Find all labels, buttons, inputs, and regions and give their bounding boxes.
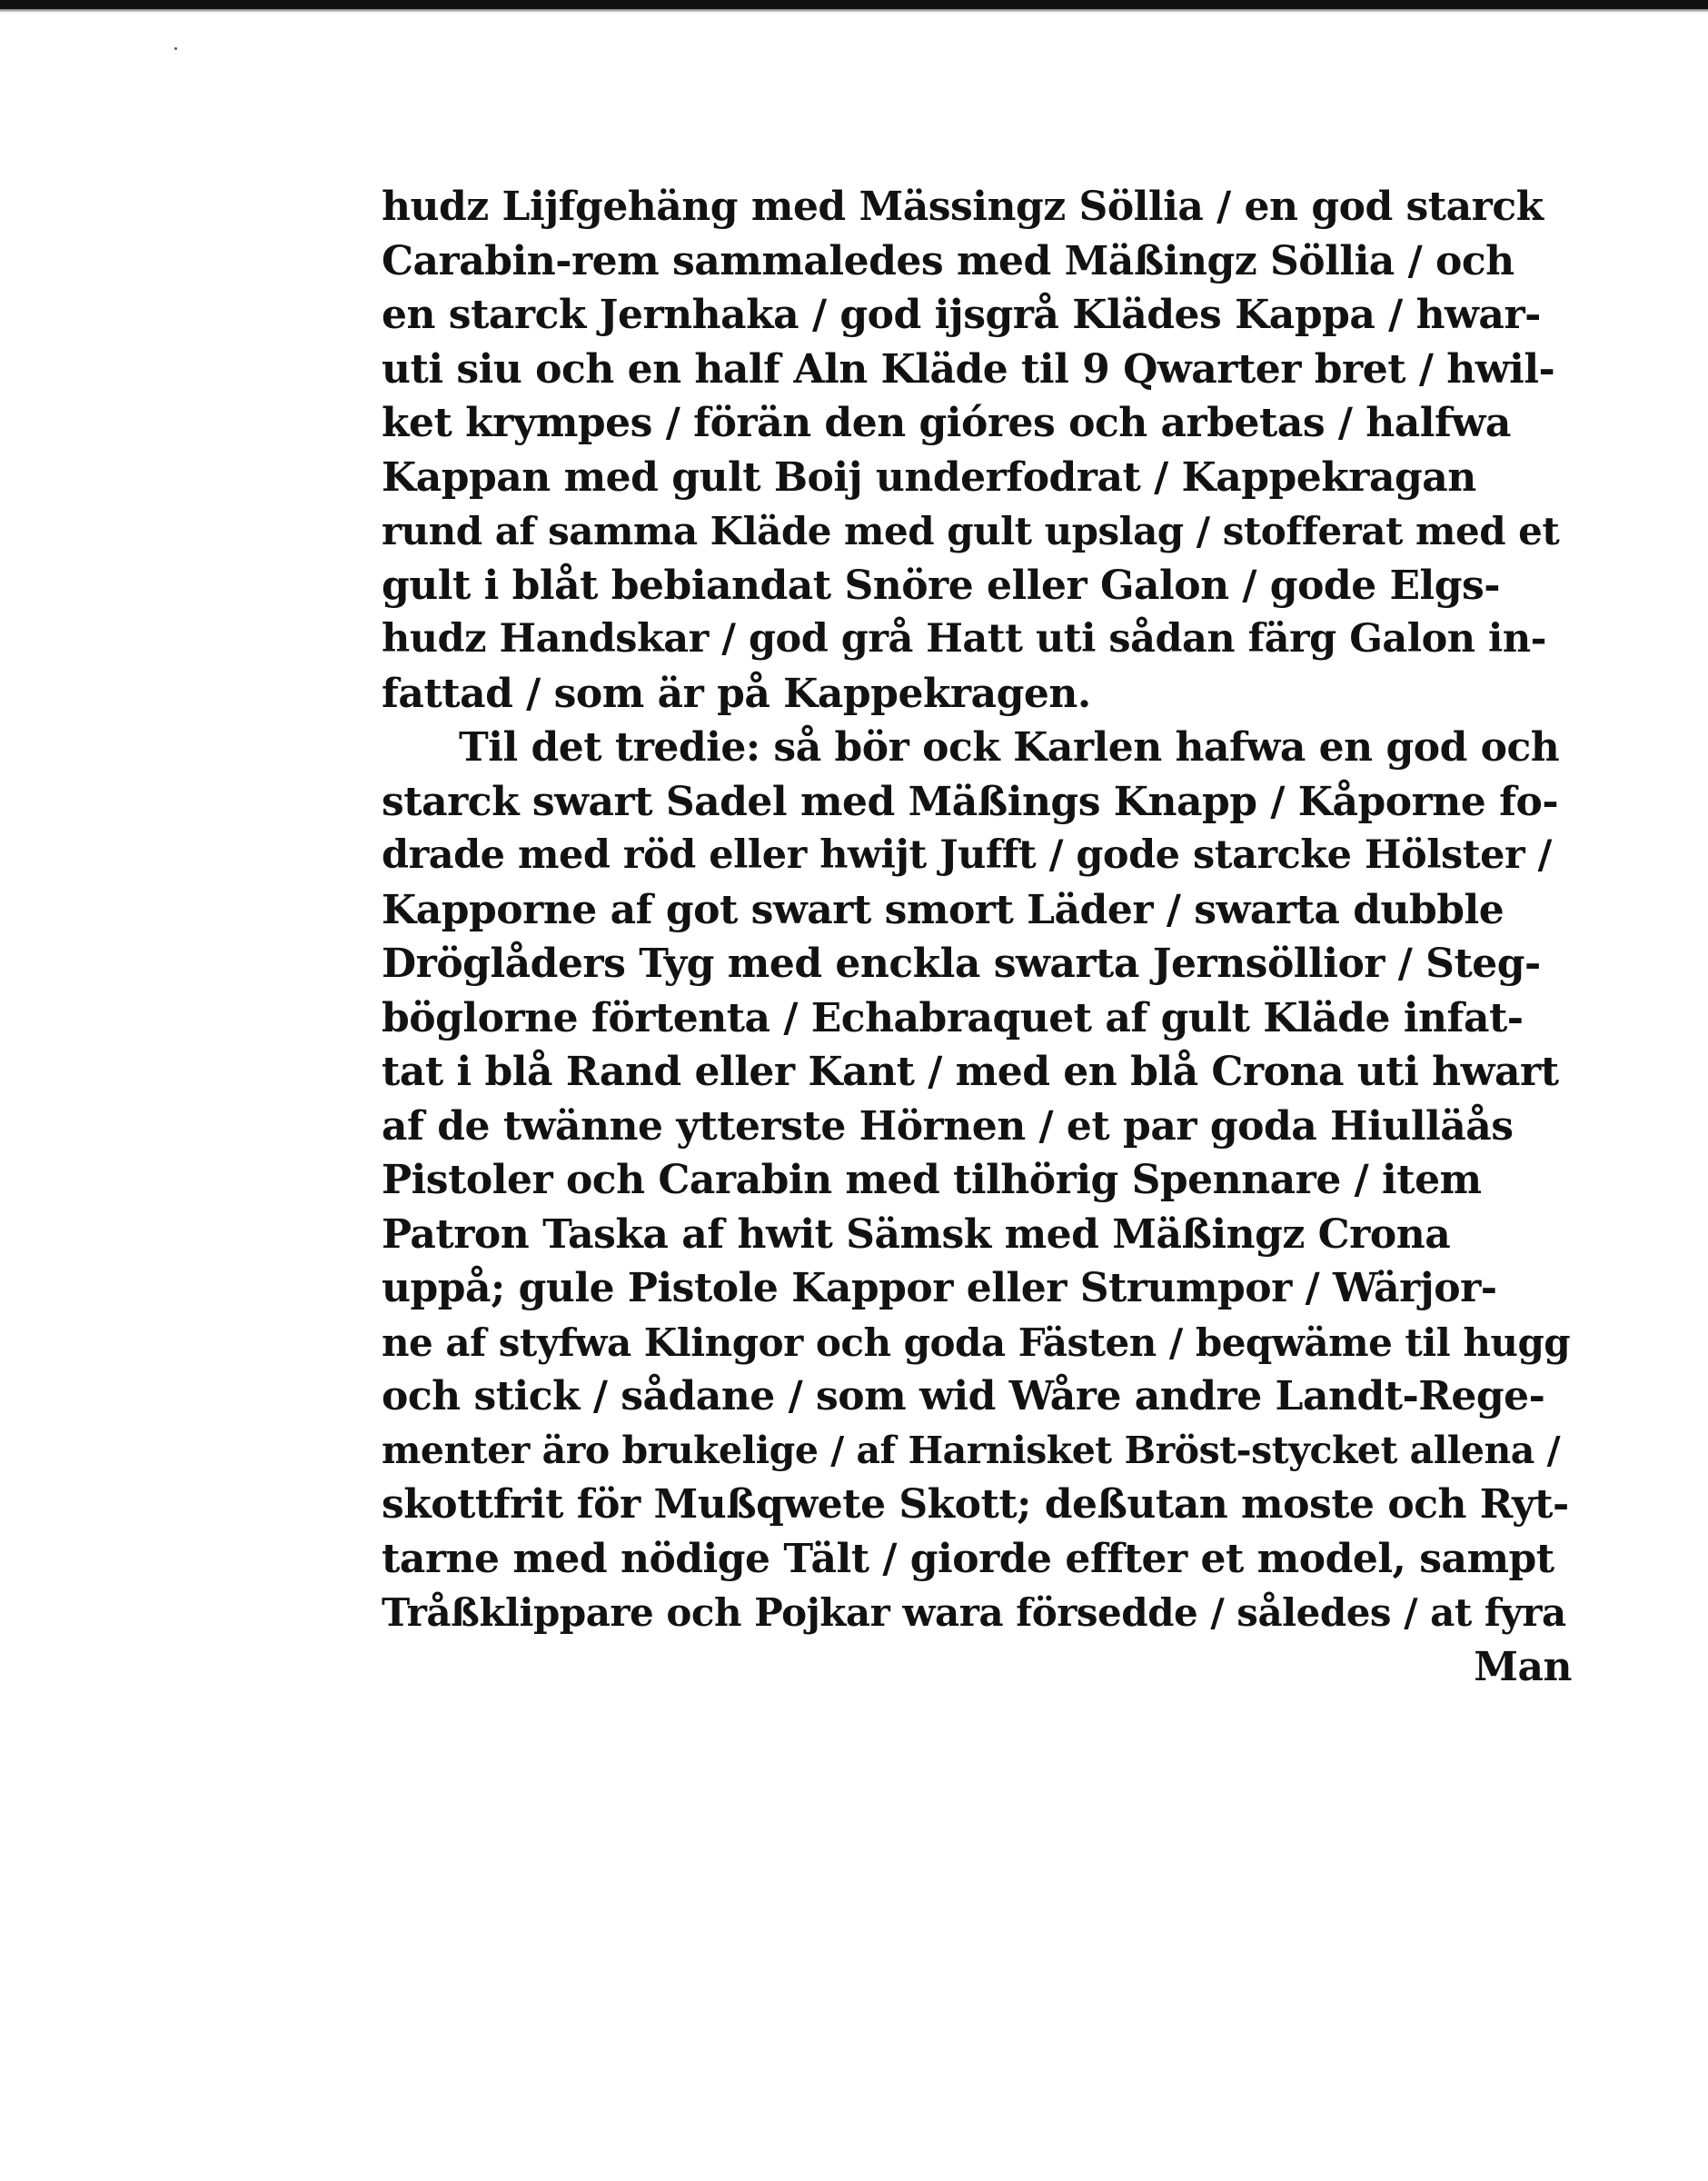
text-line: menter äro brukelige / af Harnisket Bröst-stycket allena / bbox=[382, 1428, 1561, 1472]
text-line: Tråßklippare och Pojkar wara försedde / således / at fyra bbox=[382, 1590, 1566, 1635]
text-line: böglorne förtenta / Echabraquet af gult Kläde infat- bbox=[382, 994, 1524, 1041]
text-line: ket krympes / förän den gióres och arbetas / halfwa bbox=[382, 400, 1511, 446]
text-line: skottfrit för Mußqwete Skott; deßutan moste och Ryt- bbox=[382, 1481, 1569, 1528]
text-line: af de twänne ytterste Hörnen / et par goda Hiulläås bbox=[382, 1102, 1514, 1150]
text-line: fattad / som är på Kappekragen. bbox=[382, 670, 1091, 717]
page-top-edge bbox=[0, 0, 1708, 9]
page-top-shadow bbox=[0, 9, 1708, 13]
text-line: Carabin-rem sammaledes med Mäßingz Söllia / och bbox=[382, 237, 1514, 284]
text-line: gult i blåt bebiandat Snöre eller Galon / gode Elgs- bbox=[382, 562, 1501, 609]
text-line: rund af samma Kläde med gult upslag / stofferat med et bbox=[382, 509, 1560, 553]
text-line: hudz Handskar / god grå Hatt uti sådan färg Galon in- bbox=[382, 616, 1546, 662]
text-line: tat i blå Rand eller Kant / med en blå Crona uti hwart bbox=[382, 1049, 1559, 1095]
text-line: Kappan med gult Boij underfodrat / Kappekragan bbox=[382, 453, 1476, 501]
text-line: uti siu och en half Aln Kläde til 9 Qwarter bret / hwil- bbox=[382, 345, 1555, 393]
text-line: hudz Lijfgehäng med Mässingz Söllia / en god starck bbox=[382, 184, 1544, 230]
text-line: ne af styfwa Klingor och goda Fästen / beqwäme til hugg bbox=[382, 1320, 1571, 1365]
text-line: Patron Taska af hwit Sämsk med Mäßingz Crona bbox=[382, 1210, 1451, 1258]
text-line: uppå; gule Pistole Kappor eller Strumpor / Wärjor- bbox=[382, 1265, 1497, 1311]
text-line: Kapporne af got swart smort Läder / swarta dubble bbox=[382, 886, 1504, 933]
text-line: starck swart Sadel med Mäßings Knapp / Kåporne fo- bbox=[382, 778, 1559, 825]
text-line: Dröglåders Tyg med enckla swarta Jernsöllior / Steg- bbox=[382, 941, 1541, 987]
text-line: Pistoler och Carabin med tilhörig Spennare / item bbox=[382, 1157, 1482, 1203]
paragraph-start-line: Til det tredie: så bör ock Karlen hafwa en god och bbox=[459, 724, 1560, 771]
text-line: drade med röd eller hwijt Jufft / gode starcke Hölster / bbox=[382, 832, 1552, 878]
text-line: tarne med nödige Tält / giorde effter et model, sampt bbox=[382, 1535, 1554, 1582]
scan-speck bbox=[174, 47, 177, 50]
text-line: en starck Jernhaka / god ijsgrå Klädes Kappa / hwar- bbox=[382, 292, 1541, 338]
text-line: och stick / sådane / som wid Wåre andre Landt-Rege- bbox=[382, 1373, 1545, 1419]
catchword: Man bbox=[1474, 1643, 1572, 1690]
body-text bbox=[382, 180, 1572, 1694]
